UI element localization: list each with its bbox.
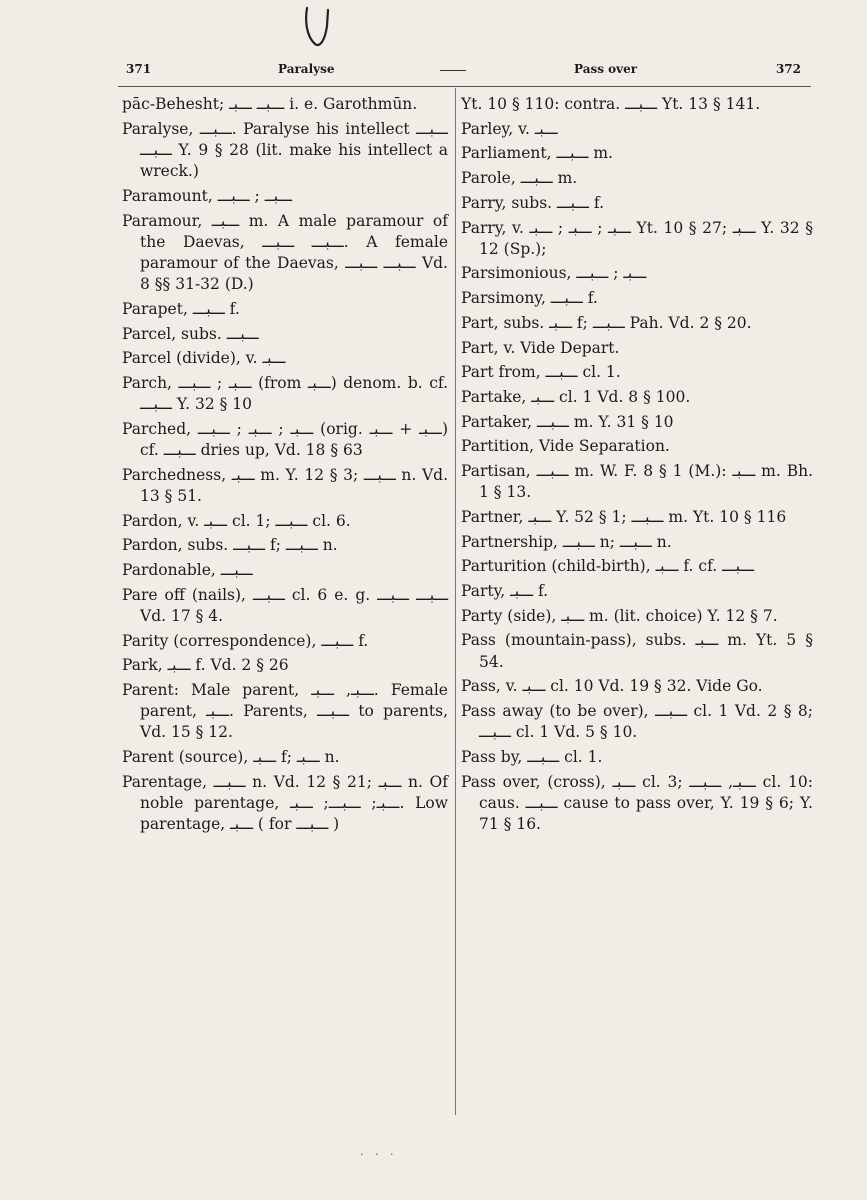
dictionary-entry: Paramount, ـــبــ ; ـــبـــ [122, 186, 293, 205]
dictionary-entry: Park, ـــبـ f. Vd. 2 § 26 [122, 656, 289, 675]
dictionary-entry: Pardonable, ـــبـــ [122, 561, 253, 580]
dictionary-entry: pāc-Behesht; ـــبــ ـــبـ i. e. Garothmūn. [122, 95, 418, 113]
page-number-right: 372 [775, 62, 801, 76]
bottom-specks: · · · [360, 1148, 398, 1161]
dictionary-entry: Pass by, ـــبـــ cl. 1. [461, 747, 603, 766]
header-rule [118, 86, 811, 87]
dictionary-entry: Partisan, ـــبـــ m. W. F. 8 § 1 (M.): ـــبـ m. Bh. 1 § 13. [461, 462, 814, 502]
dictionary-entry: Partaker, ـــبـــ m. Y. 31 § 10 [461, 412, 674, 431]
dictionary-entry: Pass away (to be over), ـــبـــ cl. 1 Vd. 2 § 8; ـــبـــ cl. 1 Vd. 5 § 10. [461, 702, 813, 742]
dictionary-entry: Party, ـــبـ f. [461, 582, 549, 601]
dictionary-entry: Parturition (child-birth), ـــبـ f. cf. ـــبـــ [461, 557, 755, 576]
dictionary-entry: Paramour, ـــبــ m. A male paramour of the Daevas, ـــبـــ ـــبـــ. A female paramour of the Daevas, ـــبـــ ـــبـــ Vd. 8 §§ 31-32 (D.) [122, 211, 448, 294]
dictionary-entry: Pardon, subs. ـــبـــ f; ـــبـــ n. [122, 536, 338, 555]
dictionary-entry: Parch, ـــبـ ; ـــبـــ (from ـــبـ) denom. b. cf. ـــبـــ Y. 32 § 10 [122, 373, 448, 414]
dictionary-entry: Parley, v. ـــبـ [461, 119, 558, 138]
dictionary-entry: Parentage, ـــبـــ n. Vd. 12 § 21; ـــبـ n. Of noble parentage, ـــبـ; ـــبـــ; ـــبـ. Low parentage, ـــبـ ( for ـــبـــ ) [122, 772, 448, 834]
right-column [461, 94, 813, 839]
dictionary-entry: Parched, ـــبـ ; ـــبـ ; ـــبـــ (orig. ـــبـ + ـــبـ) cf. ـــبـــ dries up, Vd. 18 § 63 [122, 419, 448, 460]
dictionary-entry: Parry, subs. ـــبـــ f. [461, 193, 604, 212]
dictionary-entry: Parapet, ـــبـــ f. [122, 299, 240, 318]
header-title-left: Paralyse [278, 62, 335, 76]
dictionary-entry: Part from, ـــبـــ cl. 1. [461, 363, 621, 382]
dictionary-entry: Parliament, ـــبـــ m. [461, 144, 613, 163]
running-header [118, 58, 807, 84]
dictionary-entry: Parcel, subs. ـــبـــ [122, 324, 259, 343]
dictionary-entry: Partnership, ـــبـــ n; ـــبـــ n. [461, 532, 672, 551]
dictionary-entry: Pass, v. ـــبـ cl. 10 Vd. 19 § 32. Vide Go. [461, 677, 763, 696]
dictionary-entry: Partner, ـــبـ Y. 52 § 1; ـــبـــ m. Yt. 10 § 116 [461, 507, 787, 526]
dictionary-entry: Parsimonious, ـــبـ ; ـــبـــ [461, 264, 647, 283]
dictionary-entry: Parcel (divide), v. ـــبـ [122, 349, 286, 368]
dictionary-entry: Paralyse, ـــبـــ. Paralyse his intellect ـــبـــ ـــبـــ Y. 9 § 28 (lit. make his intellect a wreck.) [122, 119, 448, 181]
dictionary-entry: Parent (source), ـــبـ f; ـــبـ n. [122, 748, 340, 767]
column-divider [455, 88, 456, 1115]
dictionary-entry: Parsimony, ـــبـــ f. [461, 289, 598, 308]
dictionary-entry: Pare off (nails), ـــبـــ cl. 6 e. g. ـــبـــ ـــبـــ Vd. 17 § 4. [122, 585, 448, 625]
dictionary-entry: Partake, ـــبـ cl. 1 Vd. 8 § 100. [461, 387, 691, 406]
header-dash [440, 70, 466, 71]
dictionary-entry: Pardon, v. ـــبـ cl. 1; ـــبـــ cl. 6. [122, 511, 351, 530]
dictionary-entry: Party (side), ـــبـ m. (lit. choice) Y. 12 § 7. [461, 606, 778, 625]
dictionary-entry: Pass over, (cross), ـــبـ cl. 3; ـــبـ, ـــبـــ cl. 10: caus. ـــبـــ cause to pass over, Y. 19 § 6; Y. 71 § 16. [461, 772, 813, 834]
dictionary-entry: Yt. 10 § 110: contra. ـــبـــ Yt. 13 § 141. [461, 95, 761, 113]
dictionary-entry: Parry, v. ـــبـ ; ـــبـ ; ـــبـ Yt. 10 § 27; ـــبـ Y. 32 § 12 (Sp.); [461, 218, 813, 258]
dictionary-entry: Partition, Vide Separation. [461, 437, 670, 456]
dictionary-entry: Pass (mountain-pass), subs. ـــبـ m. Yt. 5 § 54. [461, 631, 813, 671]
left-column [122, 94, 448, 839]
dictionary-entry: Parchedness, ـــبـ m. Y. 12 § 3; ـــبـــ n. Vd. 13 § 51. [122, 465, 449, 505]
header-title-right: Pass over [574, 62, 638, 76]
dictionary-entry: Parity (correspondence), ـــبـــ f. [122, 631, 369, 650]
dictionary-entry: Parole, ـــبـــ m. [461, 169, 578, 188]
dictionary-entry: Parent: Male parent, ـــبـ, ـــبـ. Female parent, ـــبـ. Parents, ـــبـــ to parents, Vd. 15 § 12. [122, 681, 448, 742]
dictionary-entry: Part, subs. ـــبـ f; ـــبـــ Pah. Vd. 2 § 20. [461, 313, 752, 332]
dictionary-entry: Part, v. Vide Depart. [461, 338, 620, 357]
page-number-left: 371 [126, 62, 152, 76]
handwritten-check-mark [303, 6, 333, 50]
